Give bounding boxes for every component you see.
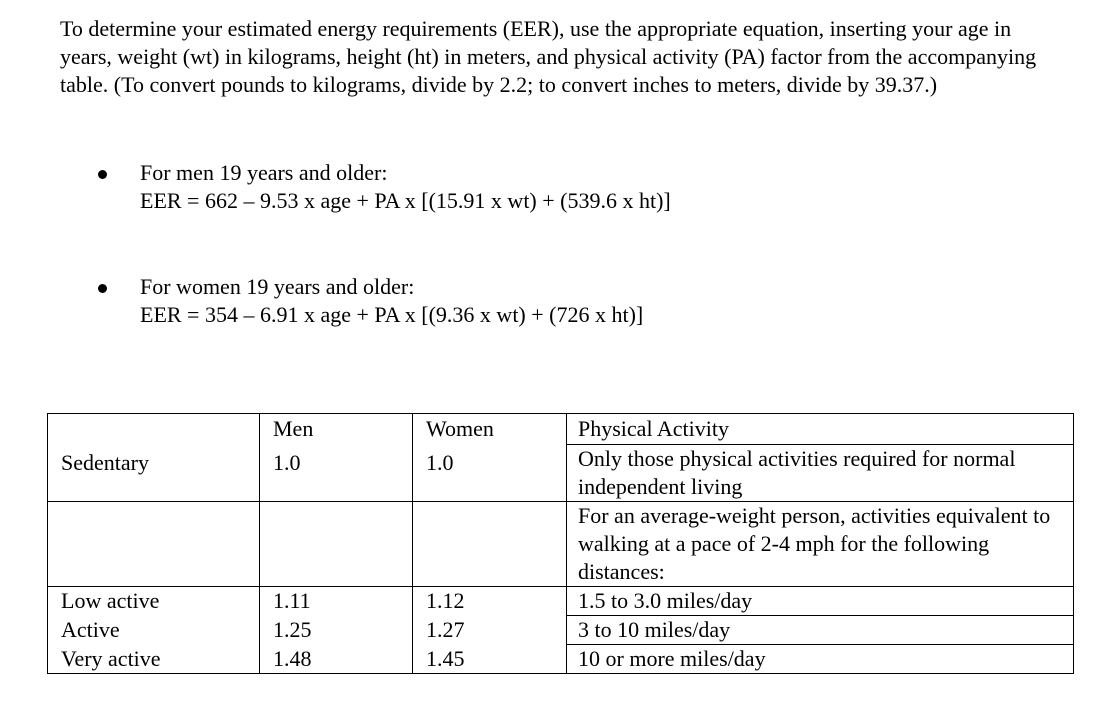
intro-paragraph: To determine your estimated energy requirements (EER), use the appropriate equation, inserting your age in years, weight (wt) in kilograms, height (ht) in meters, and physical activity (PA) factor from the accompanying table. (To convert pounds to kilograms, divide by 2.2; to convert inches to meters, divide by 39.37.) bbox=[60, 16, 1037, 97]
table-header-row bbox=[48, 414, 1074, 445]
equation-women-formula: EER = 354 – 6.91 x age + PA x [(9.36 x wt) + (726 x ht)] bbox=[140, 302, 644, 327]
distance: 1.5 to 3.0 miles/day bbox=[567, 587, 1074, 616]
activity-factor-table bbox=[47, 413, 1074, 674]
table-row bbox=[48, 616, 1074, 645]
sedentary-description: Only those physical activities required for normal independent living bbox=[567, 445, 1074, 502]
bullet-icon bbox=[98, 284, 107, 293]
distance: 10 or more miles/day bbox=[567, 645, 1074, 674]
row-label: Active bbox=[48, 616, 260, 645]
equation-women-heading: For women 19 years and older: bbox=[140, 274, 415, 299]
equation-men-heading: For men 19 years and older: bbox=[140, 160, 388, 185]
blank-cell bbox=[413, 502, 567, 587]
blank-cell bbox=[48, 502, 260, 587]
equation-men-formula: EER = 662 – 9.53 x age + PA x [(15.91 x wt) + (539.6 x ht)] bbox=[140, 188, 671, 213]
header-men: Men bbox=[260, 414, 413, 445]
men-factor: 1.48 bbox=[260, 645, 413, 674]
women-factor: 1.27 bbox=[413, 616, 567, 645]
men-factor: 1.25 bbox=[260, 616, 413, 645]
header-physical-activity: Physical Activity bbox=[567, 414, 1074, 445]
equation-men-text bbox=[140, 159, 1000, 215]
women-factor: 1.12 bbox=[413, 587, 567, 616]
walking-note: For an average-weight person, activities equivalent to walking at a pace of 2-4 mph for the following distances: bbox=[567, 502, 1074, 587]
table-row bbox=[48, 645, 1074, 674]
header-blank-cell bbox=[48, 414, 260, 445]
distance: 3 to 10 miles/day bbox=[567, 616, 1074, 645]
blank-cell bbox=[260, 502, 413, 587]
equation-women-text bbox=[140, 273, 1000, 329]
row-label: Low active bbox=[48, 587, 260, 616]
table-row-sedentary bbox=[48, 445, 1074, 502]
header-women: Women bbox=[413, 414, 567, 445]
women-factor: 1.45 bbox=[413, 645, 567, 674]
row-label: Very active bbox=[48, 645, 260, 674]
row-label: Sedentary bbox=[48, 445, 260, 502]
table-row bbox=[48, 587, 1074, 616]
women-factor: 1.0 bbox=[413, 445, 567, 502]
bullet-icon bbox=[98, 170, 107, 179]
men-factor: 1.11 bbox=[260, 587, 413, 616]
men-factor: 1.0 bbox=[260, 445, 413, 502]
table-row-walking-note bbox=[48, 502, 1074, 587]
